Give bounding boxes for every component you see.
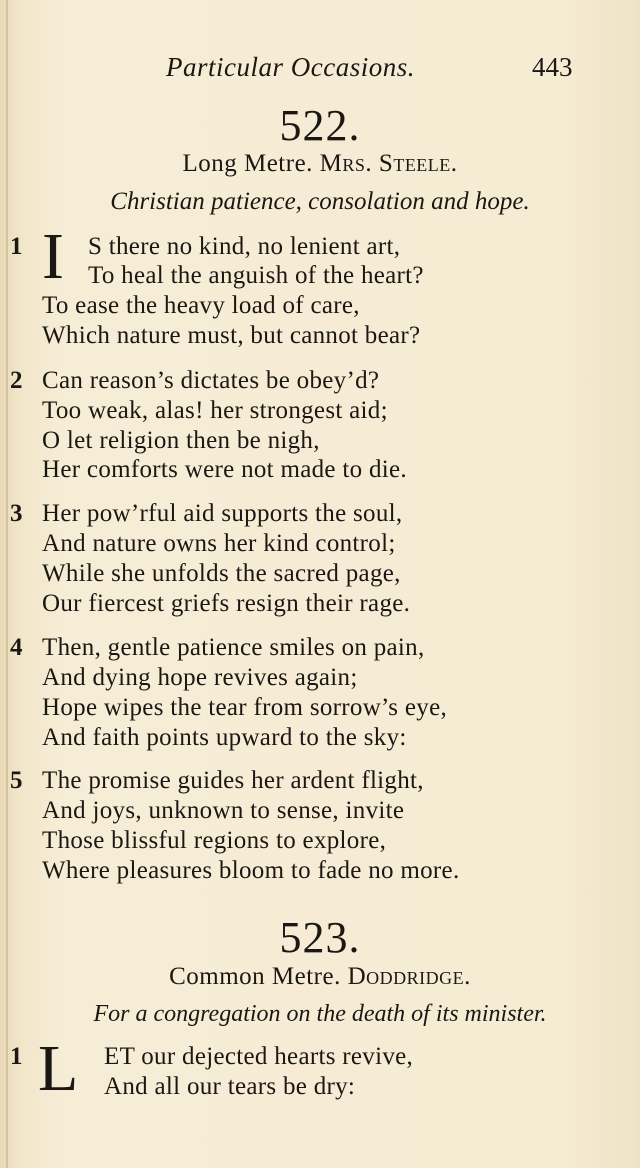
verse-line: Can reason’s dictates be obey’d?	[42, 367, 380, 394]
hymn-number: 523.	[279, 913, 361, 962]
verse-line: And nature owns her kind control;	[42, 530, 396, 557]
verse-number: 2	[10, 367, 23, 394]
meter-name: Common Metre.	[169, 963, 341, 990]
verse-line: Hope wipes the tear from sorrow’s eye,	[42, 694, 448, 721]
verse-line: Where pleasures bloom to fade no more.	[42, 857, 460, 884]
verse-line: Those blissful regions to explore,	[42, 827, 387, 854]
verse-line: Then, gentle patience smiles on pain,	[42, 634, 425, 661]
verse-number: 5	[10, 767, 23, 794]
verse-line: And dying hope revives again;	[42, 664, 358, 691]
verse-line: S there no kind, no lenient art,	[88, 233, 401, 260]
verse-line: ET our dejected hearts revive,	[104, 1043, 414, 1070]
verse-number: 1	[10, 233, 23, 260]
verse-line: Our fiercest griefs resign their rage.	[42, 590, 411, 617]
verse-line: And joys, unknown to sense, invite	[42, 797, 405, 824]
verse-line: While she unfolds the sacred page,	[42, 560, 401, 587]
drop-cap: L	[38, 1032, 79, 1105]
verse-line: O let religion then be nigh,	[42, 427, 320, 454]
hymn-number: 522.	[279, 101, 361, 150]
hymn-subject: For a congregation on the death of its minister.	[93, 1001, 547, 1027]
verse-line: Her comforts were not made to die.	[42, 456, 407, 483]
hymn-meter-line	[0, 150, 640, 178]
verse-line: To heal the anguish of the heart?	[88, 262, 424, 289]
hymn-author: Mrs. Steele.	[319, 150, 458, 177]
verse-line: The promise guides her ardent flight,	[42, 767, 424, 794]
verse-line: Her pow’rful aid supports the soul,	[42, 500, 403, 527]
verse-line: And faith points upward to the sky:	[42, 724, 407, 751]
verse-line: Which nature must, but cannot bear?	[42, 322, 421, 349]
verse-line: And all our tears be dry:	[104, 1073, 356, 1100]
hymn-subject: Christian patience, consolation and hope.	[110, 188, 530, 215]
verse-line: Too weak, alas! her strongest aid;	[42, 397, 388, 424]
verse-number: 3	[10, 500, 23, 527]
verse-number: 1	[10, 1043, 23, 1070]
hymn-author: Doddridge.	[347, 963, 471, 990]
verse-number: 4	[10, 634, 23, 661]
hymn-meter-line	[0, 963, 640, 991]
running-title: Particular Occasions.	[166, 52, 415, 82]
page-number: 443	[532, 52, 573, 82]
drop-cap: I	[42, 220, 64, 293]
verse-line: To ease the heavy load of care,	[42, 292, 360, 319]
running-head	[0, 52, 640, 86]
meter-name: Long Metre.	[182, 150, 313, 177]
